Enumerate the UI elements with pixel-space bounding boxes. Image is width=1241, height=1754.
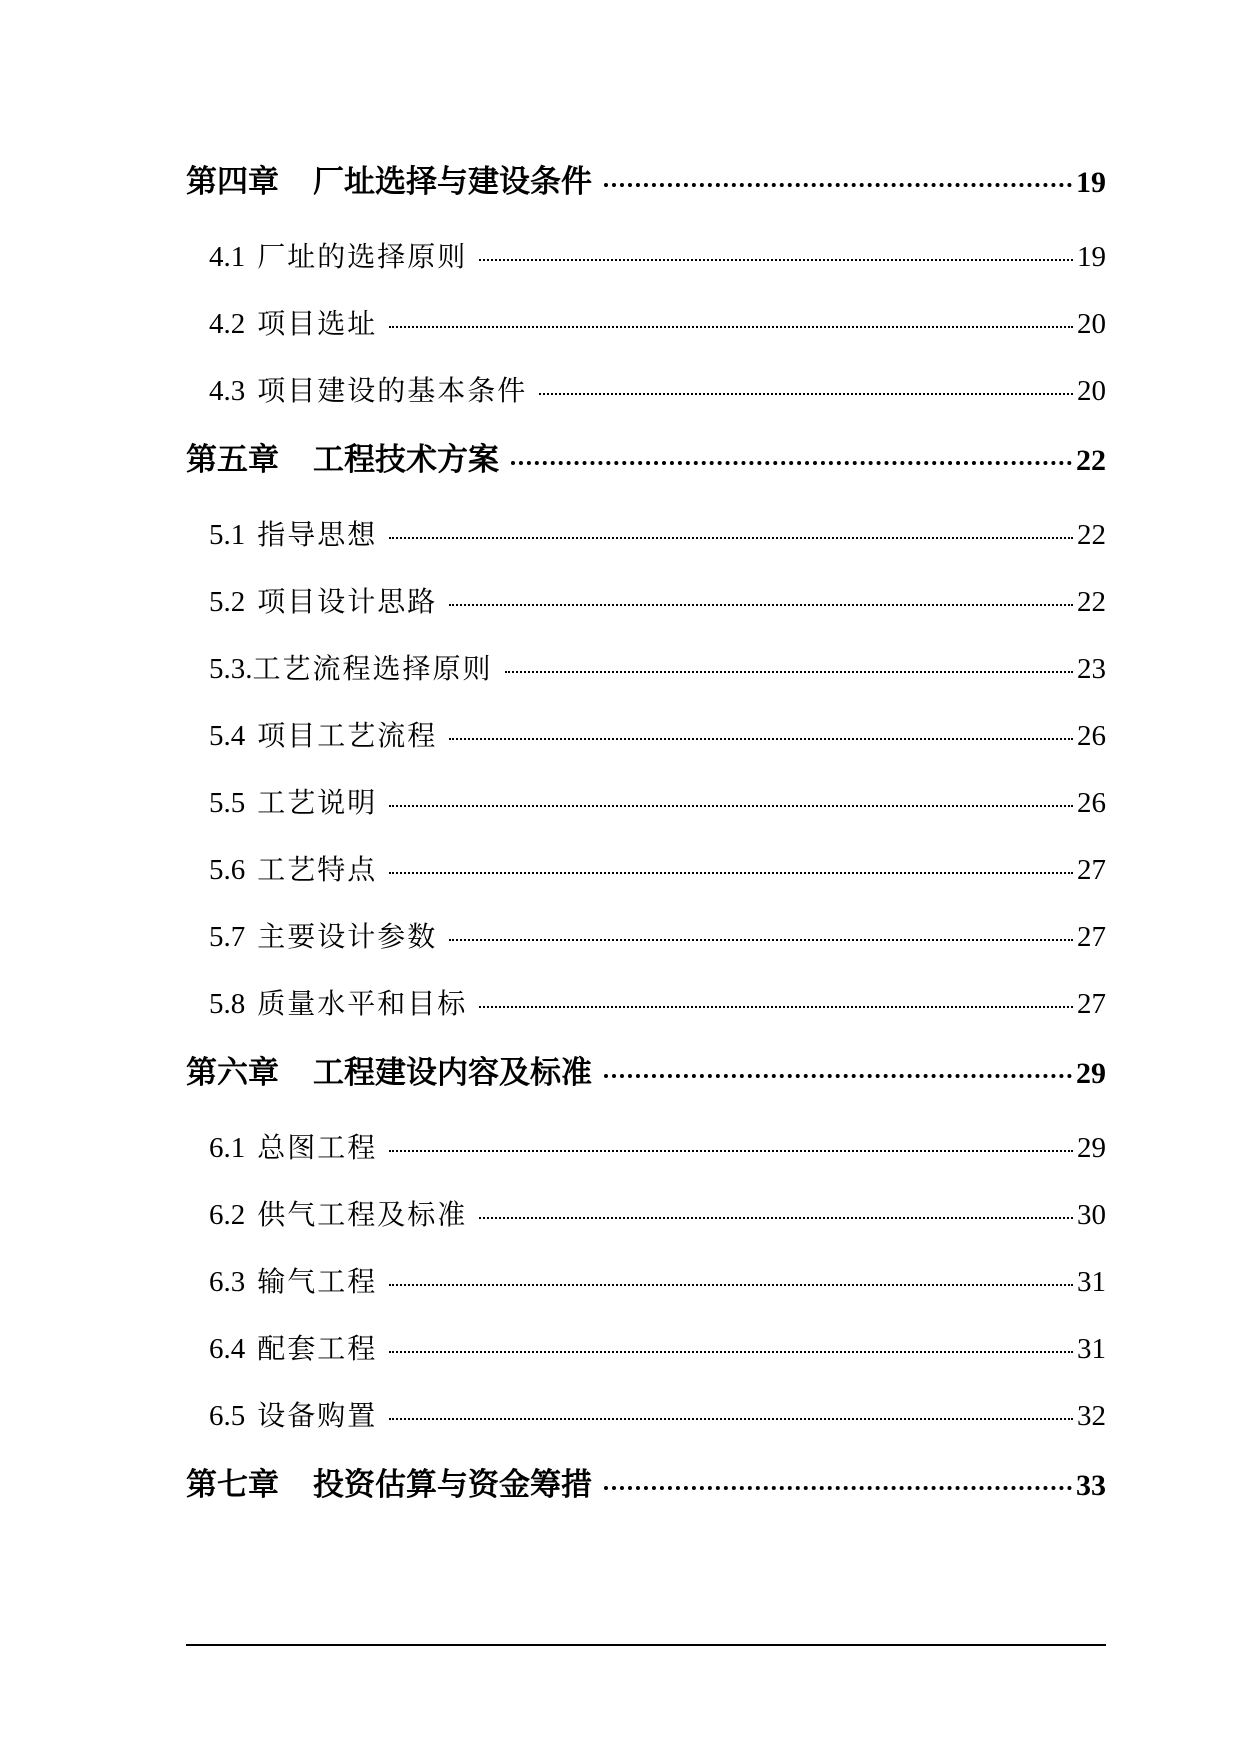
toc-entry-page-number: 29 (1076, 1057, 1106, 1090)
toc-entry-number: 6.2 (209, 1199, 246, 1231)
toc-section-entry[interactable] (186, 361, 1106, 428)
toc-entry-title: 项目选址 (257, 307, 378, 340)
toc-entry-title: 厂址的选择原则 (257, 240, 468, 273)
toc-entry-number: 第四章 (186, 164, 279, 200)
toc-section-entry[interactable] (186, 505, 1106, 572)
toc-entry-number: 6.3 (209, 1266, 246, 1298)
dot-leader (449, 939, 1073, 941)
toc-entry-number: 6.1 (209, 1132, 246, 1164)
toc-entry-number: 第六章 (186, 1055, 279, 1091)
toc-entry-number: 5.8 (209, 988, 246, 1020)
dot-leader (389, 1351, 1073, 1353)
toc-entry-number: 5.3. (209, 653, 253, 685)
toc-entry-page-number: 31 (1077, 1333, 1106, 1365)
dot-leader (449, 738, 1073, 740)
toc-entry-title: 厂址选择与建设条件 (313, 164, 592, 200)
toc-entry-page-number: 19 (1076, 166, 1106, 199)
dot-leader (479, 259, 1073, 261)
dot-leader (604, 183, 1072, 187)
toc-entry-title: 工艺特点 (257, 853, 378, 886)
toc-section-entry[interactable] (186, 974, 1106, 1041)
toc-section-entry[interactable] (186, 773, 1106, 840)
toc-entry-title: 工程建设内容及标准 (313, 1055, 592, 1091)
toc-entry-title: 工艺说明 (257, 786, 378, 819)
toc-entry-number: 第七章 (186, 1467, 279, 1503)
toc-entry-number: 4.2 (209, 308, 246, 340)
toc-entry-number: 6.4 (209, 1333, 246, 1365)
toc-entry-page-number: 29 (1077, 1132, 1106, 1164)
toc-entry-title: 工艺流程选择原则 (252, 652, 493, 685)
toc-entry-number: 5.4 (209, 720, 246, 752)
toc-entry-number: 5.7 (209, 921, 246, 953)
toc-chapter-entry[interactable] (186, 150, 1106, 227)
dot-leader (479, 1006, 1073, 1008)
dot-leader (505, 671, 1073, 673)
toc-entry-page-number: 22 (1076, 444, 1106, 477)
toc-entry-number: 5.2 (209, 586, 246, 618)
dot-leader (604, 1486, 1072, 1490)
toc-entry-title: 指导思想 (257, 518, 378, 551)
dot-leader (479, 1217, 1073, 1219)
toc-entry-title: 主要设计参数 (257, 920, 438, 953)
toc-entry-page-number: 22 (1077, 519, 1106, 551)
toc-entry-title: 设备购置 (257, 1399, 378, 1432)
toc-entry-title: 质量水平和目标 (257, 987, 468, 1020)
dot-leader (539, 393, 1073, 395)
toc-entry-title: 总图工程 (257, 1131, 378, 1164)
toc-entry-title: 项目工艺流程 (257, 719, 438, 752)
dot-leader (511, 461, 1072, 465)
toc-entry-page-number: 32 (1077, 1400, 1106, 1432)
toc-entry-page-number: 27 (1077, 854, 1106, 886)
toc-entry-page-number: 20 (1077, 308, 1106, 340)
dot-leader (389, 537, 1073, 539)
toc-entry-page-number: 19 (1077, 241, 1106, 273)
toc-entry-page-number: 26 (1077, 787, 1106, 819)
dot-leader (449, 604, 1073, 606)
table-of-contents (186, 150, 1106, 1530)
dot-leader (389, 805, 1073, 807)
toc-entry-number: 第五章 (186, 442, 279, 478)
toc-entry-page-number: 26 (1077, 720, 1106, 752)
toc-entry-number: 5.6 (209, 854, 246, 886)
toc-entry-number: 5.1 (209, 519, 246, 551)
dot-leader (389, 326, 1073, 328)
dot-leader (604, 1074, 1072, 1078)
toc-section-entry[interactable] (186, 840, 1106, 907)
toc-entry-number: 6.5 (209, 1400, 246, 1432)
toc-chapter-entry[interactable] (186, 1041, 1106, 1118)
toc-section-entry[interactable] (186, 227, 1106, 294)
dot-leader (389, 1418, 1073, 1420)
toc-entry-page-number: 30 (1077, 1199, 1106, 1231)
toc-section-entry[interactable] (186, 294, 1106, 361)
toc-entry-title: 工程技术方案 (313, 442, 499, 478)
toc-section-entry[interactable] (186, 1252, 1106, 1319)
toc-chapter-entry[interactable] (186, 428, 1106, 505)
toc-entry-number: 5.5 (209, 787, 246, 819)
toc-entry-title: 配套工程 (257, 1332, 378, 1365)
toc-chapter-entry[interactable] (186, 1453, 1106, 1530)
toc-entry-page-number: 31 (1077, 1266, 1106, 1298)
dot-leader (389, 1284, 1073, 1286)
dot-leader (389, 1150, 1073, 1152)
toc-entry-title: 供气工程及标准 (257, 1198, 468, 1231)
toc-entry-title: 输气工程 (257, 1265, 378, 1298)
toc-section-entry[interactable] (186, 1118, 1106, 1185)
toc-entry-number: 4.3 (209, 375, 246, 407)
toc-entry-page-number: 27 (1077, 988, 1106, 1020)
dot-leader (389, 872, 1073, 874)
toc-entry-page-number: 33 (1076, 1469, 1106, 1502)
toc-section-entry[interactable] (186, 572, 1106, 639)
toc-section-entry[interactable] (186, 706, 1106, 773)
toc-entry-number: 4.1 (209, 241, 246, 273)
toc-section-entry[interactable] (186, 907, 1106, 974)
toc-entry-title: 项目设计思路 (257, 585, 438, 618)
toc-section-entry[interactable] (186, 1185, 1106, 1252)
toc-entry-page-number: 20 (1077, 375, 1106, 407)
toc-section-entry[interactable] (186, 1386, 1106, 1453)
toc-entry-page-number: 23 (1077, 653, 1106, 685)
toc-entry-page-number: 27 (1077, 921, 1106, 953)
toc-entry-title: 投资估算与资金筹措 (313, 1467, 592, 1503)
footer-rule (186, 1644, 1106, 1646)
toc-entry-page-number: 22 (1077, 586, 1106, 618)
toc-section-entry[interactable] (186, 1319, 1106, 1386)
toc-section-entry[interactable] (186, 639, 1106, 706)
toc-entry-title: 项目建设的基本条件 (257, 374, 528, 407)
